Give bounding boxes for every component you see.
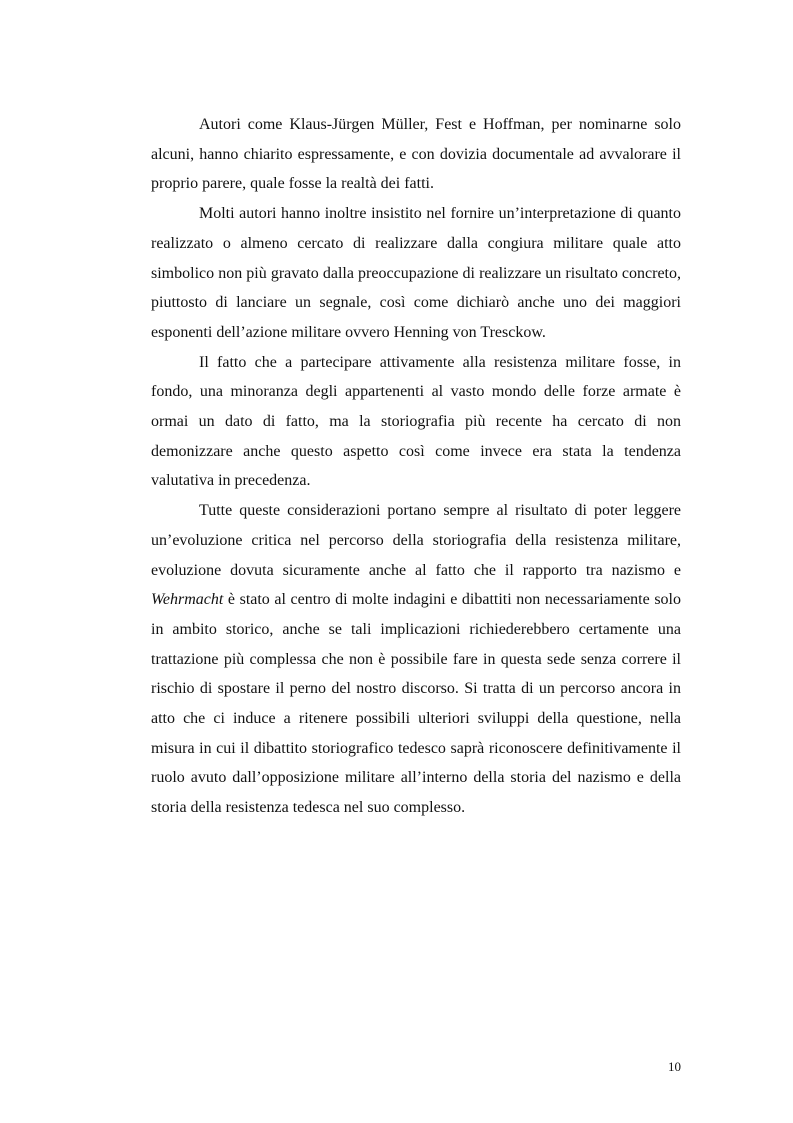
paragraph-4: [151, 496, 681, 823]
page-number: 10: [668, 1059, 681, 1074]
paragraph-4-text-after: è stato al centro di molte indagini e dibattiti non necessariamente solo in ambito storico, anche se tali implicazioni richiederebbero certamente una trattazione più complessa che non è possibile fare in questa sede senza correre il rischio di spostare il perno del nostro discorso. Si tratta di un percorso ancora in atto che ci induce a ritenere possibili ulteriori sviluppi della questione, nella misura in cui il dibattito storiografico tedesco saprà riconoscere definitivamente il ruolo avuto dall’opposizione militare all’interno della storia del nazismo e della storia della resistenza tedesca nel suo complesso.: [151, 591, 681, 817]
paragraph-1: Autori come Klaus-Jürgen Müller, Fest e Hoffman, per nominarne solo alcuni, hanno chiarito espressamente, e con dovizia documentale ad avvalorare il proprio parere, quale fosse la realtà dei fatti.: [151, 116, 681, 193]
body-text: [151, 110, 681, 823]
wehrmacht-italic-term: Wehrmacht: [151, 591, 224, 609]
paragraph-4-text-before: Tutte queste considerazioni portano sempre al risultato di poter leggere un’evoluzione critica nel percorso della storiografia della resistenza militare, evoluzione dovuta sicuramente anche al fatto che il rapporto tra nazismo e: [151, 502, 681, 579]
paragraph-3: Il fatto che a partecipare attivamente alla resistenza militare fosse, in fondo, una minoranza degli appartenenti al vasto mondo delle forze armate è ormai un dato di fatto, ma la storiografia più recente ha cercato di non demonizzare anche questo aspetto così come invece era stata la tendenza valutativa in precedenza.: [151, 353, 681, 490]
paragraph-2: Molti autori hanno inoltre insistito nel fornire un’interpretazione di quanto realizzato o almeno cercato di realizzare dalla congiura militare quale atto simbolico non più gravato dalla preoccupazione di realizzare un risultato concreto, piuttosto di lanciare un segnale, così come dichiarò anche uno dei maggiori esponenti dell’azione militare ovvero Henning von Tresckow.: [151, 205, 681, 341]
